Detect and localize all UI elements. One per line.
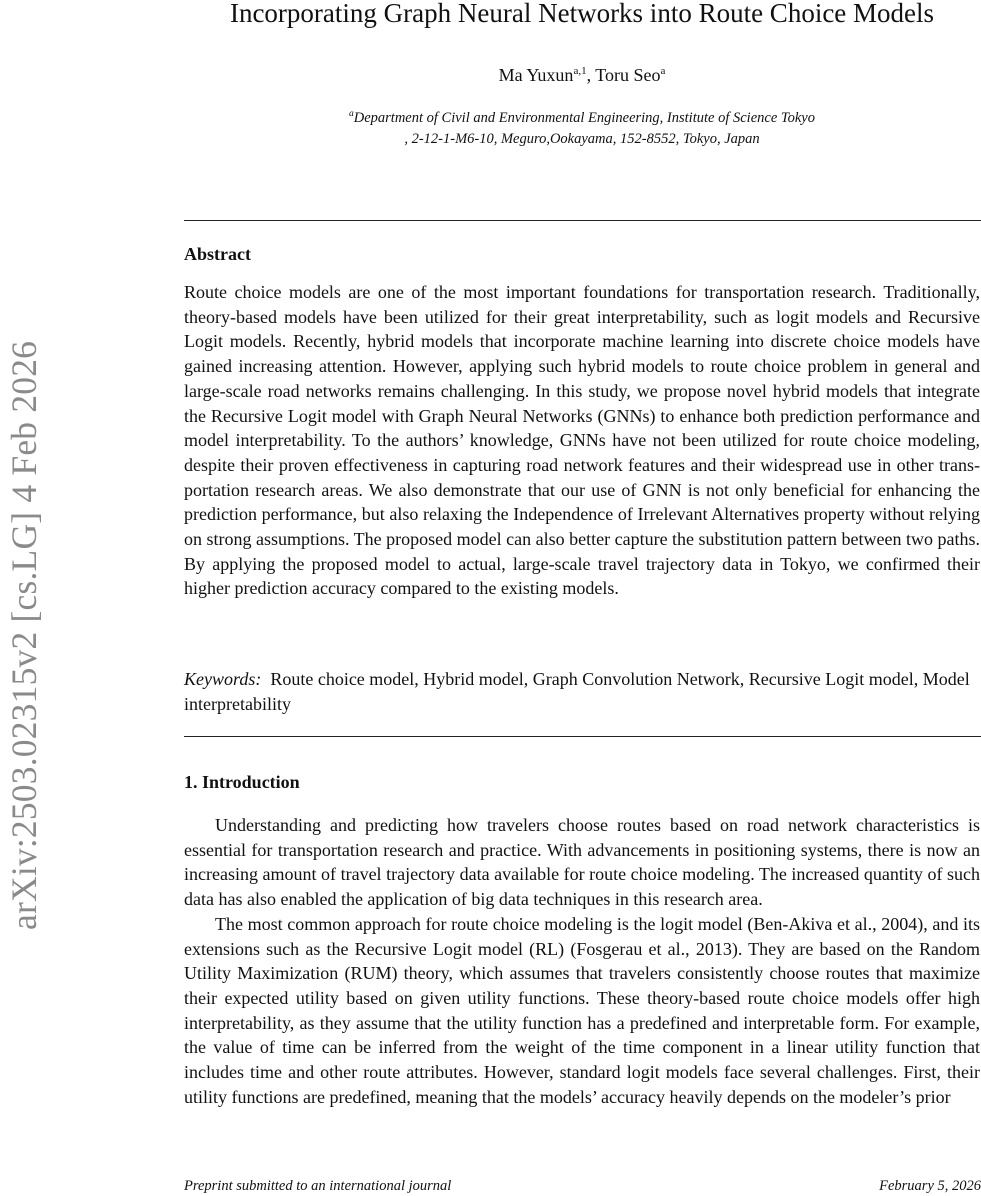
keywords-label: Keywords: <box>184 669 262 689</box>
affiliation-block <box>183 108 981 150</box>
affiliation-line <box>183 108 981 129</box>
author-name: Toru Seo <box>595 65 661 85</box>
abstract-text: Route choice models are one of the most important foundations for transportation research. Traditionally, theory-based models have been utilized for their great interpretability, such as logit models and Recursive Logit models. Recently, hybrid models that incorporate machine learning into discrete choice models have gained increasing attention. However, applying such hybrid models to route choice problem in general and large-scale road networks remains challenging. In this study, we propose novel hybrid models that integrate the Recursive Logit model with Graph Neural Networks (GNNs) to enhance both prediction performance and model interpretability. To the authors’ knowledge, GNNs have not been utilized for route choice modeling, despite their proven effectiveness in capturing road network features and their widespread use in other transportation research areas. We also demonstrate that our use of GNN is not only beneficial for enhancing the prediction performance, but also relaxing the Independence of Irrelevant Alternatives property without relying on strong assumptions. The proposed model can also better capture the substitution pattern between two paths. By applying the proposed model to actual, large-scale travel trajectory data in Tokyo, we confirmed their higher prediction accuracy compared to the existing models. <box>184 282 980 599</box>
affiliation-marker: a <box>349 109 354 119</box>
author-affiliation-marker: a,1 <box>573 65 587 77</box>
page-footer <box>184 1176 981 1196</box>
paragraph: Understanding and predicting how travelers choose routes based on road network characteristics is essential for transportation research and practice. With advancements in positioning systems, there is now an increasing amount of travel trajectory data available for route choice modeling. The increased quantity of such data has also enabled the application of big data techniques in this research area. <box>184 815 980 910</box>
footer-preprint-note: Preprint submitted to an international journal <box>184 1178 452 1194</box>
introduction-heading: 1. Introduction <box>184 772 300 792</box>
top-divider <box>184 220 981 221</box>
author-name: Ma Yuxun <box>498 65 574 85</box>
author-list <box>183 63 981 87</box>
introduction-body <box>184 813 980 1109</box>
bottom-divider <box>184 736 981 737</box>
paragraph: The most common approach for route choice modeling is the logit model (Ben-Akiva et al., 2004), and its extensions such as the Recursive Logit model (RL) (Fosgerau et al., 2013). They are based on the Random Utility Maximization (RUM) theory, which assumes that travelers consistently choose routes that maximize their expected utility based on given utility functions. These theory-based route choice models offer high interpretability, as they assume that the utility function has a predefined and interpretable form. For example, the value of time can be inferred from the weight of the time component in a linear utility function that includes time and other route attributes. However, standard logit models face several challenges. First, their utility functions are predefined, meaning that the models’ accuracy heavily depends on the modeler’s prior <box>184 913 980 1107</box>
affiliation-text: Department of Civil and Environmental Engineering, Institute of Science Tokyo <box>353 110 815 126</box>
footer-date: February 5, 2026 <box>879 1178 981 1194</box>
author-separator: , <box>586 65 596 85</box>
keywords <box>184 667 980 716</box>
abstract-heading: Abstract <box>184 244 251 264</box>
keywords-text: Route choice model, Hybrid model, Graph Convolution Network, Recursive Logit model, Model interpretability <box>184 669 970 714</box>
paper-title: Incorporating Graph Neural Networks into Route Choice Models <box>229 0 935 28</box>
arxiv-identifier-stamp: arXiv:2503.02315v2 [cs.LG] 4 Feb 2026 <box>4 340 44 930</box>
author-affiliation-marker: a <box>660 65 666 77</box>
affiliation-address: , 2-12-1-M6-10, Meguro,Ookayama, 152-8552, Tokyo, Japan <box>404 131 760 147</box>
